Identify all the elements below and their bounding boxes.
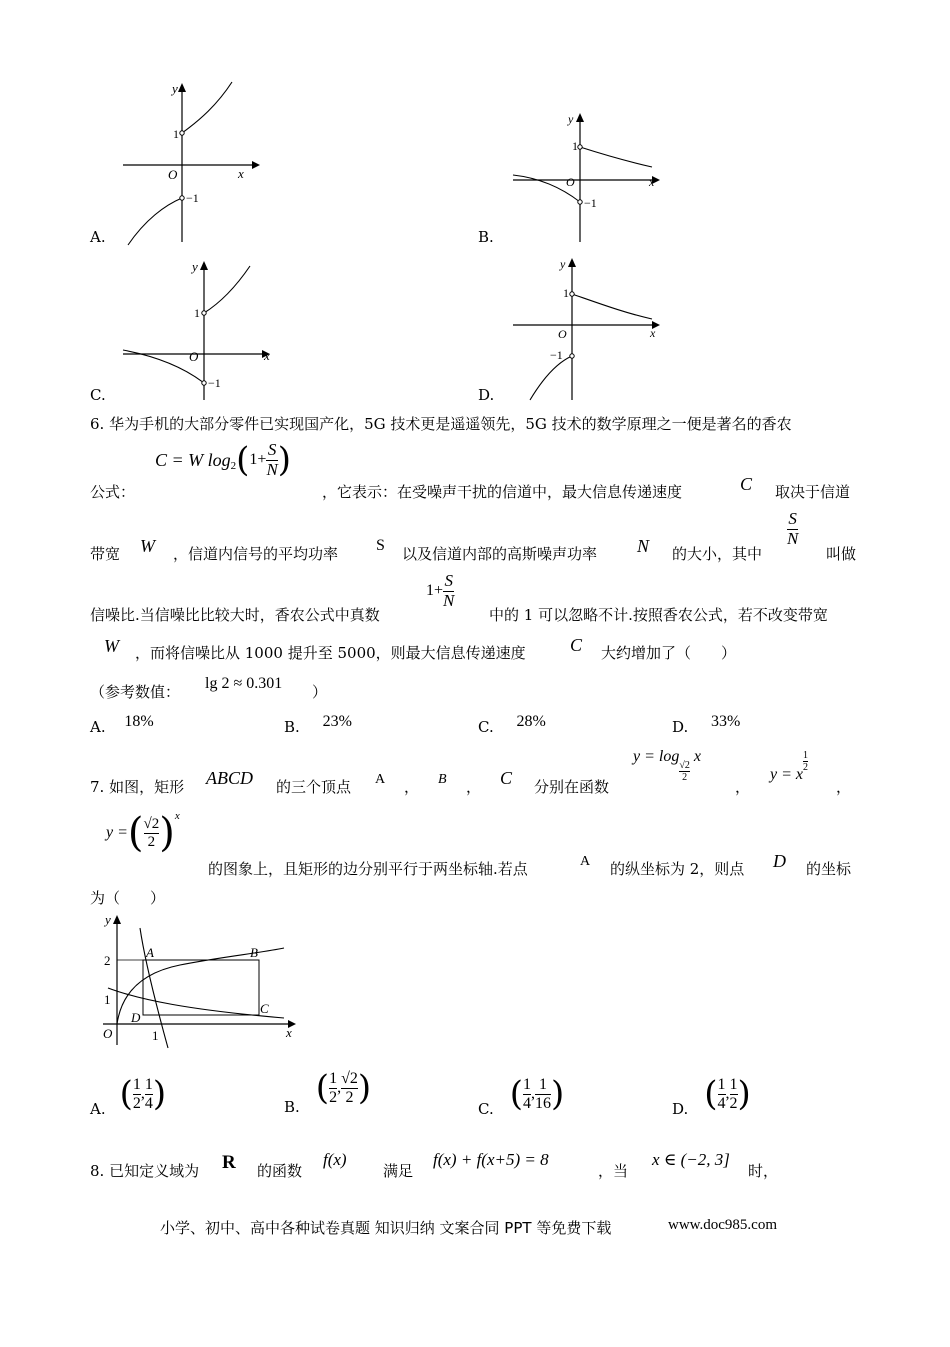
graph-c — [120, 258, 280, 403]
q7-f3-num: √2 — [143, 816, 160, 832]
q7-a-num2: 1 — [144, 1075, 153, 1093]
q6-true-num: S — [444, 571, 453, 590]
graph-b-x-label: x — [649, 175, 655, 189]
graph-d-y-label: y — [560, 257, 566, 271]
q7-a-den1: 2 — [132, 1094, 141, 1112]
q8-equation: f(x) + f(x+5) = 8 — [433, 1150, 549, 1169]
q7-f1-base-num: √2 — [679, 760, 690, 771]
q7-fig-y-label: y — [105, 912, 111, 927]
q6-option-b-value: 23% — [322, 713, 352, 730]
q6-sym-c2: C — [570, 635, 583, 655]
q7-line2c: 的坐标 — [806, 860, 852, 878]
q7-a-den2: 4 — [144, 1094, 153, 1112]
q6-line3a: 带宽 — [90, 545, 121, 563]
graph-d-tick-neg: −1 — [550, 348, 563, 362]
q8-line1a: 8. 已知定义域为 — [90, 1162, 200, 1180]
graph-c-tick-pos: 1 — [194, 306, 200, 320]
q6-option-d-value: 33% — [711, 713, 741, 730]
footer-text: 小学、初中、高中各种试卷真题 知识归纳 文案合同 PPT 等免费下载 — [160, 1219, 612, 1237]
q7-sym-a: A — [375, 772, 386, 787]
q7-figure — [100, 910, 300, 1055]
q7-fig-point-b: B — [250, 945, 258, 960]
q6-line4a: 信噪比.当信噪比比较大时，香农公式中真数 — [90, 606, 380, 624]
q6-line2b: 取决于信道 — [775, 483, 851, 501]
q6-true-one: 1+ — [426, 582, 444, 600]
q6-line2a: ，它表示：在受噪声干扰的信道中，最大信息传递速度 — [322, 483, 683, 501]
q7-sep3: ， — [735, 778, 751, 796]
graph-a-tick-neg: −1 — [186, 191, 199, 205]
q7-c-num1: 1 — [522, 1075, 531, 1093]
q7-option-c[interactable]: C. ( $\frac{1}{4}$ , $\frac{1}{16}$ ) — [478, 1074, 565, 1118]
q7-sym-abcd: ABCD — [206, 768, 253, 788]
q7-option-b-label: B. — [284, 1098, 300, 1116]
q6-formula-den: N — [266, 459, 278, 479]
q7-sep1: ， — [404, 778, 420, 796]
graph-a-x-label: x — [238, 166, 244, 181]
q8-line1c: 满足 — [383, 1162, 414, 1180]
q7-option-a[interactable]: A. ( $\frac{1}{2}$ , $\frac{1}{4}$ ) — [90, 1074, 167, 1118]
q8-interval: x ∈ (−2, 3] — [652, 1150, 730, 1169]
q7-line2b: 的纵坐标为 2，则点 — [610, 860, 745, 878]
q6-ref-prefix: （参考数值： — [90, 683, 181, 701]
q6-option-d[interactable] — [672, 713, 741, 737]
graph-c-tick-neg: −1 — [208, 376, 221, 390]
q7-fig-x-label: x — [286, 1025, 292, 1040]
graph-a — [120, 80, 260, 245]
q8-sym-r: R — [222, 1152, 236, 1173]
q7-a-num1: 1 — [132, 1075, 141, 1093]
q7-option-d[interactable]: D. ( $\frac{1}{4}$ , $\frac{1}{2}$ ) — [672, 1074, 751, 1118]
q7-line1b: 的三个顶点 — [276, 778, 352, 796]
q6-line3b: ，信道内信号的平均功率 — [173, 545, 339, 563]
graph-c-y-label: y — [192, 259, 198, 274]
q6-formula-lhs: C = W log — [155, 449, 231, 470]
q7-fig-tick-y1: 1 — [104, 992, 111, 1007]
q7-f1-lhs: y = log — [633, 748, 680, 765]
q7-line3: 为（ ） — [90, 889, 166, 907]
q6-option-c-value: 28% — [516, 713, 546, 730]
q6-shannon-formula: C = W log 2 ( 1+ $\frac{S}{N}$ ) — [155, 439, 292, 480]
q8-line1e: 时， — [748, 1162, 779, 1180]
q7-d-num1: 1 — [717, 1075, 726, 1093]
q7-f2-lhs: y = x — [770, 766, 803, 783]
q7-func-power — [770, 750, 808, 784]
q7-c-num2: 1 — [538, 1075, 547, 1093]
q6-line3d: 的大小，其中 — [672, 545, 763, 563]
q6-line5a: ，而将信噪比从 1000 提升至 5000，则最大信息传递速度 — [135, 644, 526, 662]
q7-option-a-label: A. — [90, 1100, 106, 1118]
q6-line4b: 中的 1 可以忽略不计.按照香农公式，若不改变带宽 — [489, 606, 828, 624]
q7-line1a: 7. 如图，矩形 — [90, 778, 185, 796]
q6-ref-value: lg 2 ≈ 0.301 — [205, 675, 283, 692]
q6-option-b-label: B. — [284, 718, 300, 736]
q6-option-d-label: D. — [672, 718, 689, 736]
q6-true-den: N — [443, 590, 455, 610]
q7-sym-c: C — [500, 768, 513, 788]
graph-d-x-label: x — [650, 326, 656, 340]
graph-b — [510, 110, 660, 245]
q7-func-exp: y = ( $\frac{√2}{2}$ ) x — [106, 810, 180, 856]
graph-b-origin: O — [566, 175, 575, 189]
q7-sym-a2: A — [580, 854, 591, 869]
footer-site-link[interactable]: www.doc985.com — [668, 1217, 778, 1233]
q7-fig-tick-y2: 2 — [104, 953, 111, 968]
q6-line3e: 叫做 — [826, 545, 857, 563]
graph-b-tick-neg: −1 — [584, 196, 597, 210]
graph-d-origin: O — [558, 327, 567, 341]
q7-b-num1: 1 — [329, 1069, 338, 1087]
q8-fx: f(x) — [323, 1150, 347, 1169]
q6-sym-w: W — [140, 536, 155, 556]
q7-f3-den: 2 — [147, 833, 156, 850]
q6-true-number — [426, 572, 454, 610]
q7-fig-point-a: A — [146, 945, 154, 960]
q6-formula-sub: 2 — [230, 460, 237, 472]
q7-f3-lhs: y = — [106, 824, 128, 841]
q7-fig-tick-x1: 1 — [152, 1028, 159, 1043]
q7-c-den1: 4 — [522, 1094, 531, 1112]
option-c-label: C. — [90, 386, 106, 404]
q6-line3c: 以及信道内部的高斯噪声功率 — [402, 545, 598, 563]
q7-d-num2: 1 — [729, 1075, 738, 1093]
q7-f1-var: x — [693, 748, 701, 765]
q6-ref-suffix: ） — [312, 683, 328, 701]
q6-option-b[interactable] — [284, 713, 352, 737]
q6-formula-num: S — [267, 439, 277, 459]
q6-snr-fraction — [787, 510, 798, 548]
graph-a-tick-pos: 1 — [173, 127, 179, 141]
q6-line1: 6. 华为手机的大部分零件已实现国产化，5G 技术更是遥遥领先，5G 技术的数学原理之一便是著名的香农 — [90, 415, 792, 433]
q6-option-c-label: C. — [478, 718, 494, 736]
q7-f2-exp-den: 2 — [803, 762, 808, 773]
q7-option-b[interactable]: B. ( $\frac{1}{2}$ , $\frac{√2}{2}$ ) — [284, 1068, 372, 1116]
q7-f2-exp-num: 1 — [803, 750, 808, 761]
graph-b-y-label: y — [568, 112, 574, 126]
graph-d-tick-pos: 1 — [563, 286, 569, 300]
q6-option-a-value: 18% — [124, 713, 154, 730]
q8-line1d: ，当 — [598, 1162, 629, 1180]
q7-f3-exp: x — [174, 810, 180, 822]
q6-line5b: 大约增加了（ ） — [601, 644, 737, 662]
q6-sym-n: N — [637, 536, 650, 556]
q7-d-den2: 2 — [729, 1094, 738, 1112]
q6-formula-one: 1+ — [249, 451, 267, 468]
q7-line1c: 分别在函数 — [534, 778, 610, 796]
option-a-label: A. — [90, 228, 106, 246]
graph-c-x-label: x — [264, 348, 270, 363]
q7-option-d-label: D. — [672, 1100, 689, 1118]
q7-fig-origin: O — [103, 1026, 113, 1041]
q7-sep2: ， — [466, 778, 482, 796]
q6-option-a[interactable] — [90, 713, 154, 737]
graph-b-tick-pos: 1 — [572, 139, 578, 153]
q7-sym-d: D — [773, 851, 786, 871]
graph-c-origin: O — [189, 349, 199, 364]
q7-b-num2: √2 — [341, 1069, 358, 1087]
q6-frac-den: N — [787, 528, 799, 548]
q7-b-den2: 2 — [345, 1088, 354, 1106]
q6-sym-w2: W — [104, 636, 119, 656]
q6-frac-num: S — [788, 509, 797, 528]
q6-option-a-label: A. — [90, 718, 106, 736]
graph-d — [510, 255, 660, 403]
q8-line1b: 的函数 — [257, 1162, 303, 1180]
q7-fig-point-c: C — [260, 1001, 269, 1016]
q7-d-den1: 4 — [717, 1094, 726, 1112]
q7-fig-point-d: D — [131, 1010, 141, 1025]
q7-c-den2: 16 — [534, 1094, 551, 1112]
graph-a-origin: O — [168, 167, 178, 182]
q6-sym-s: S — [376, 537, 385, 554]
option-d-label: D. — [478, 386, 495, 404]
q7-func-log — [633, 748, 701, 783]
graph-a-y-label: y — [172, 81, 178, 96]
q6-option-c[interactable] — [478, 713, 546, 737]
q7-b-den1: 2 — [329, 1088, 338, 1106]
q7-line2a: 的图象上，且矩形的边分别平行于两坐标轴.若点 — [208, 860, 528, 878]
q7-sep4: ， — [836, 778, 852, 796]
q7-option-c-label: C. — [478, 1100, 494, 1118]
q6-sym-c: C — [740, 474, 753, 494]
q6-formula-prefix: 公式： — [90, 483, 136, 501]
option-b-label: B. — [478, 228, 494, 246]
q7-sym-b: B — [438, 772, 447, 787]
q7-f1-base-den: 2 — [682, 772, 688, 783]
